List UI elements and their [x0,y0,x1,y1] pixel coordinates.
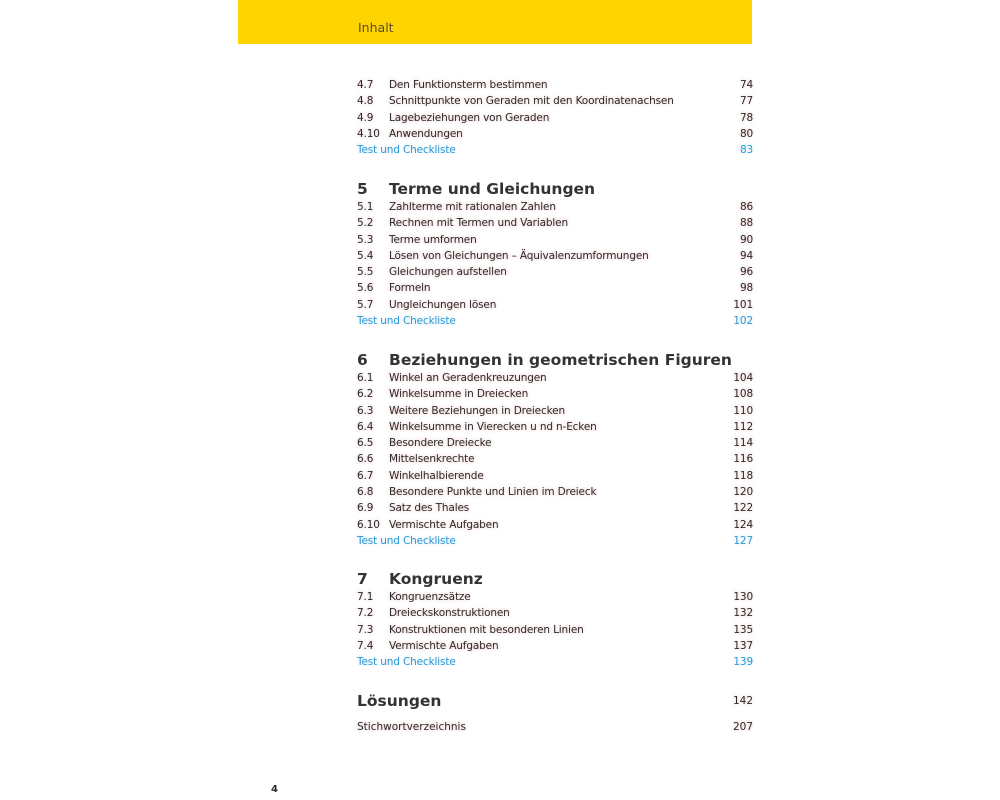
toc-entry[interactable]: 6.7 Winkelhalbierende 118 [357,469,753,482]
toc-entry[interactable]: 6.1 Winkel an Geradenkreuzungen 104 [357,372,753,384]
toc-entry[interactable]: 5.4 Lösen von Gleichungen – Äquivalenzumformungen 94 [357,249,753,262]
toc-checklist[interactable]: Test und Checkliste 102 [357,315,753,328]
toc-entry[interactable]: 4.10 Anwendungen 80 [357,127,753,140]
solutions-title: Lösungen [357,692,442,710]
toc-entry[interactable]: 7.3 Konstruktionen mit besonderen Linien 135 [357,623,753,636]
toc-entry[interactable]: 7.2 Dreieckskonstruktionen 132 [357,607,753,620]
chapter-heading[interactable]: 7 Kongruenz [357,570,483,588]
toc-chapter-5 [357,179,753,329]
toc-entry[interactable]: 7.4 Vermischte Aufgaben 137 [357,639,753,652]
header-title: Inhalt [358,20,394,35]
index-entry[interactable] [357,719,753,735]
toc-entry[interactable]: 6.3 Weitere Beziehungen in Dreiecken 110 [357,404,753,417]
toc-entry[interactable]: 5.5 Gleichungen aufstellen 96 [357,266,753,279]
toc-checklist[interactable]: Test und Checkliste 83 [357,144,753,157]
toc-entry[interactable]: 6.9 Satz des Thales 122 [357,502,753,515]
solutions-entry[interactable] [357,690,753,712]
toc-intro-block [357,77,753,158]
solutions-page: 142 [732,695,753,707]
toc-entry[interactable]: 5.7 Ungleichungen lösen 101 [357,298,753,311]
header-bar [238,0,752,44]
chapter-heading[interactable]: 5 Terme und Gleichungen [357,180,596,198]
toc-checklist[interactable]: Test und Checkliste 139 [357,656,753,669]
toc-entry[interactable]: 4.8 Schnittpunkte von Geraden mit den Koordinatenachsen 77 [357,95,753,108]
toc-chapter-7 [357,569,753,670]
toc-entry[interactable]: 6.6 Mittelsenkrechte 116 [357,453,753,466]
toc-entry[interactable]: 5.3 Terme umformen 90 [357,233,753,246]
toc-entry[interactable]: 6.4 Winkelsumme in Vierecken u nd n-Ecken 112 [357,420,753,433]
toc-entry[interactable]: 7.1 Kongruenzsätze 130 [357,591,753,603]
toc-entry[interactable]: 4.7 Den Funktionsterm bestimmen 74 [357,79,753,91]
index-page: 207 [732,721,753,733]
toc-entry[interactable]: 5.1 Zahlterme mit rationalen Zahlen 86 [357,201,753,213]
toc-entry[interactable]: 6.10 Vermischte Aufgaben 124 [357,518,753,531]
page-number: 4 [271,784,278,795]
toc-entry[interactable]: 4.9 Lagebeziehungen von Geraden 78 [357,111,753,124]
toc-chapter-6 [357,350,753,549]
toc-checklist[interactable]: Test und Checkliste 127 [357,534,753,547]
toc-entry[interactable]: 5.6 Formeln 98 [357,282,753,295]
toc-entry[interactable]: 6.8 Besondere Punkte und Linien im Dreieck 120 [357,486,753,499]
index-title: Stichwortverzeichnis [357,721,466,733]
toc-entry[interactable]: 6.5 Besondere Dreiecke 114 [357,437,753,450]
chapter-heading[interactable]: 6 Beziehungen in geometrischen Figuren [357,351,732,369]
toc-entry[interactable]: 6.2 Winkelsumme in Dreiecken 108 [357,388,753,401]
toc-entry[interactable]: 5.2 Rechnen mit Termen und Variablen 88 [357,217,753,230]
